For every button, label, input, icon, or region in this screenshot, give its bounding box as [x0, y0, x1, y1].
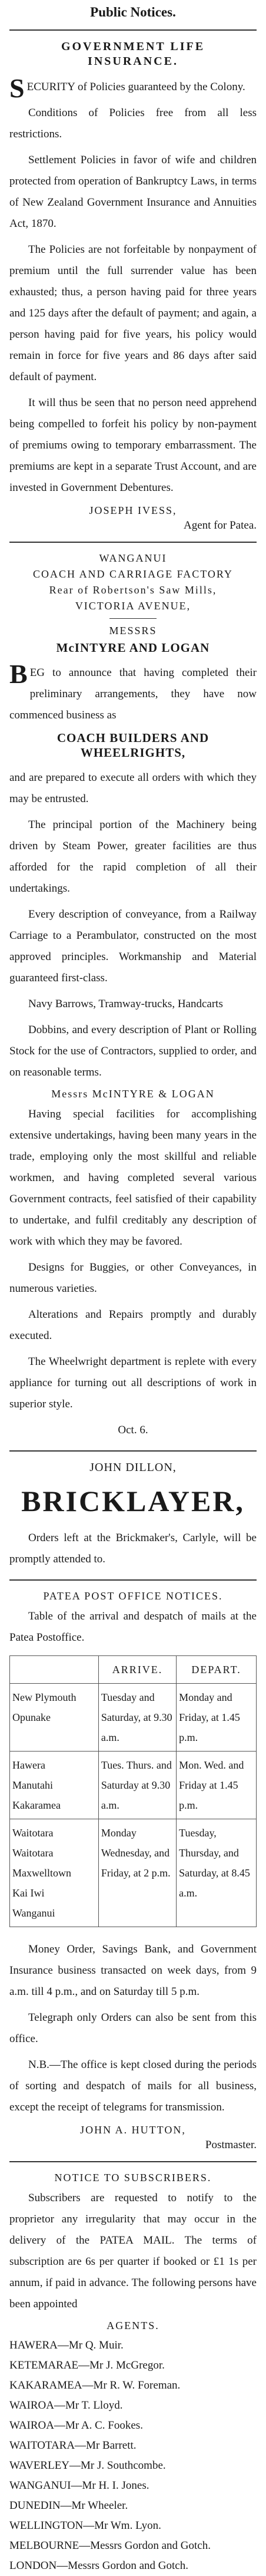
table-row	[10, 1819, 257, 1927]
factory-paragraph: and are prepared to execute all orders with which they may be entrusted.	[9, 771, 257, 805]
factory-paragraph: Every description of conveyance, from a Railway Carriage to a Perambulator, constructed on the most approved principles. Workmanship and Material guaranteed first-class.	[9, 908, 257, 984]
mail-place: Maxwelltown	[12, 1867, 71, 1879]
mail-depart-cell: Mon. Wed. and Friday at 1.45 p.m.	[177, 1752, 257, 1819]
list-item: KAKARAMEA—Mr R. W. Foreman.	[9, 2379, 181, 2392]
list-item: HAWERA—Mr Q. Muir.	[9, 2339, 124, 2351]
mail-place: Wanganui	[12, 1907, 55, 1919]
mail-depart-cell: Tuesday, Thursday, and Saturday, at 8.45 a.m.	[177, 1819, 257, 1927]
factory-address-line: VICTORIA AVENUE,	[75, 600, 191, 612]
mail-place: Waitotara	[12, 1827, 54, 1839]
insurance-paragraph: The Policies are not forfeitable by nonpayment of premium until the full surrender value has been exhausted; thus, a person having paid for three years and 125 days after the default of payment; and again, a person having paid for five years, his policy would remain in force for five years and 86 days after said default of payment.	[9, 243, 257, 383]
factory-address-line: Rear of Robertson's Saw Mills,	[49, 584, 217, 596]
factory-paragraph: Having special facilities for accomplishing extensive undertakings, having been many years in the trade, employing only the most skillful and reliable workmen, and having completed several various Government contracts, feel satisfied of their capability to undertake, and fulfil creditably any description of work with which they may be favored.	[9, 1108, 257, 1248]
post-office-heading: PATEA POST OFFICE NOTICES.	[43, 1590, 223, 1602]
mail-arrive-cell: Tues. Thurs. and Saturday at 9.30 a.m.	[98, 1752, 176, 1819]
divider	[9, 1579, 257, 1581]
bricklayer-text: Orders left at the Brickmaker's, Carlyle, will be promptly attended to.	[9, 1532, 257, 1565]
divider	[9, 2161, 257, 2162]
factory-paragraph: The principal portion of the Machinery being driven by Steam Power, greater facilities are thus afforded for the rapid completion of all their undertakings.	[9, 819, 257, 895]
mail-place: New Plymouth	[12, 1691, 77, 1703]
mail-col-header: DEPART.	[177, 1656, 257, 1684]
mail-place: Hawera	[12, 1759, 45, 1771]
factory-ref: Oct. 6.	[118, 1424, 148, 1436]
mail-depart-cell: Monday and Friday, at 1.45 p.m.	[177, 1684, 257, 1752]
mail-place: Opunake	[12, 1711, 51, 1723]
list-item: WAIROA—Mr A. C. Fookes.	[9, 2419, 143, 2432]
mail-place: Kai Iwi	[12, 1887, 45, 1899]
mail-col-header: ARRIVE.	[98, 1656, 176, 1684]
list-item: DUNEDIN—Mr Wheeler.	[9, 2499, 128, 2512]
factory-firm: McINTYRE AND LOGAN	[56, 641, 210, 655]
mail-place: Kakaramea	[12, 1799, 61, 1811]
agents-heading: AGENTS.	[107, 2320, 159, 2331]
post-office-intro: Table of the arrival and despatch of mails at the Patea Postoffice.	[9, 1610, 257, 1644]
list-item: KETEMARAE—Mr J. McGregor.	[9, 2359, 165, 2371]
insurance-signature-name: JOSEPH IVESS,	[89, 504, 177, 516]
list-item: WANGANUI—Mr H. I. Jones.	[9, 2479, 149, 2492]
short-divider	[109, 618, 157, 619]
divider	[9, 29, 257, 31]
bricklayer-trade: BRICKLAYER,	[21, 1485, 245, 1518]
mail-places-cell	[10, 1819, 99, 1927]
insurance-notice	[9, 40, 257, 532]
factory-trade: COACH BUILDERS AND WHEELRIGHTS,	[56, 731, 210, 760]
table-row	[10, 1752, 257, 1819]
factory-notice	[9, 552, 257, 1441]
mail-table-header	[10, 1656, 257, 1684]
post-office-paragraph: Telegraph only Orders can also be sent from this office.	[9, 2011, 257, 2045]
mail-places-cell	[10, 1752, 99, 1819]
bricklayer-notice	[9, 1461, 257, 1570]
list-item: WAITOTARA—Mr Barrett.	[9, 2439, 137, 2452]
list-item: MELBOURNE—Messrs Gordon and Gotch.	[9, 2539, 211, 2552]
post-office-paragraph: N.B.—The office is kept closed during the periods of sorting and despatch of mails for all business, except the receipt of telegrams for transmission.	[9, 2059, 257, 2113]
post-office-notice	[9, 1590, 257, 2152]
list-item: LONDON—Messrs Gordon and Gotch.	[9, 2559, 188, 2572]
factory-heading: WANGANUI	[99, 552, 167, 564]
insurance-signature-role: Agent for Patea.	[184, 519, 257, 532]
post-office-signature-name: JOHN A. HUTTON,	[80, 2124, 186, 2136]
insurance-subheading: INSURANCE.	[88, 55, 178, 68]
page-title: Public Notices.	[90, 5, 176, 19]
divider	[9, 1450, 257, 1452]
list-item: WAVERLEY—Mr J. Southcombe.	[9, 2459, 166, 2472]
factory-paragraph: Designs for Buggies, or other Conveyances, in numerous varieties.	[9, 1261, 257, 1295]
list-item: WAIROA—Mr T. Lloyd.	[9, 2399, 123, 2412]
subscribers-notice	[9, 2172, 257, 2576]
mail-place: Waitotara	[12, 1847, 54, 1859]
bricklayer-name: JOHN DILLON,	[89, 1461, 177, 1474]
factory-intro: BEG to announce that having completed their preliminary arrangements, they have now commenced business as	[9, 659, 257, 721]
factory-messrs: MESSRS	[109, 625, 157, 636]
mail-table	[9, 1655, 257, 1927]
insurance-paragraph: SECURITY of Policies guaranteed by the Colony.	[9, 73, 245, 103]
insurance-heading: GOVERNMENT LIFE	[61, 40, 205, 53]
insurance-paragraph: It will thus be seen that no person need apprehend being compelled to forfeit his policy by non-payment of premiums owing to temporary embarrassment. The premiums are kept in a separate Trust Account, and are invested in Government Debentures.	[9, 397, 257, 494]
post-office-paragraph: Money Order, Savings Bank, and Government Insurance business transacted on week days, from 9 a.m. till 4 p.m., and on Saturday till 5 p.m.	[9, 1943, 257, 1998]
mail-arrive-cell: Monday Wednesday, and Friday, at 2 p.m.	[98, 1819, 176, 1927]
factory-paragraph: Dobbins, and every description of Plant or Rolling Stock for the use of Contractors, supplied to order, and on reasonable terms.	[9, 1024, 257, 1078]
list-item: WELLINGTON—Mr Wm. Lyon.	[9, 2519, 161, 2532]
mail-col-header	[10, 1656, 99, 1684]
mail-arrive-cell: Tuesday and Saturday, at 9.30 a.m.	[98, 1684, 176, 1752]
subscribers-heading: NOTICE TO SUBSCRIBERS.	[54, 2172, 212, 2184]
page	[9, 0, 257, 2576]
factory-firm-2: Messrs McINTYRE & LOGAN	[51, 1088, 215, 1100]
insurance-paragraph: Conditions of Policies free from all less restrictions.	[9, 107, 257, 140]
mail-place: Manutahi	[12, 1779, 53, 1791]
table-row	[10, 1684, 257, 1752]
mail-places-cell	[10, 1684, 99, 1752]
insurance-paragraph: Settlement Policies in favor of wife and children protected from operation of Bankruptcy Laws, in terms of New Zealand Government Insurance and Annuities Act, 1870.	[9, 154, 257, 230]
factory-paragraph: Alterations and Repairs promptly and durably executed.	[9, 1308, 257, 1342]
post-office-signature-role: Postmaster.	[205, 2139, 257, 2151]
factory-paragraph: The Wheelwright department is replete with every appliance for turning out all descriptions of work in superior style.	[9, 1355, 257, 1410]
agents-list	[9, 2336, 257, 2576]
factory-paragraph: Navy Barrows, Tramway-trucks, Handcarts	[28, 998, 223, 1010]
divider	[9, 542, 257, 543]
subscribers-text: Subscribers are requested to notify to the proprietor any irregularity that may occur in the delivery of the PATEA MAIL. The terms of subscription are 6s per quarter if booked or £1 1s per annum, if paid in advance. The following persons have been appointed	[9, 2192, 257, 2310]
factory-subheading: COACH AND CARRIAGE FACTORY	[33, 568, 233, 580]
